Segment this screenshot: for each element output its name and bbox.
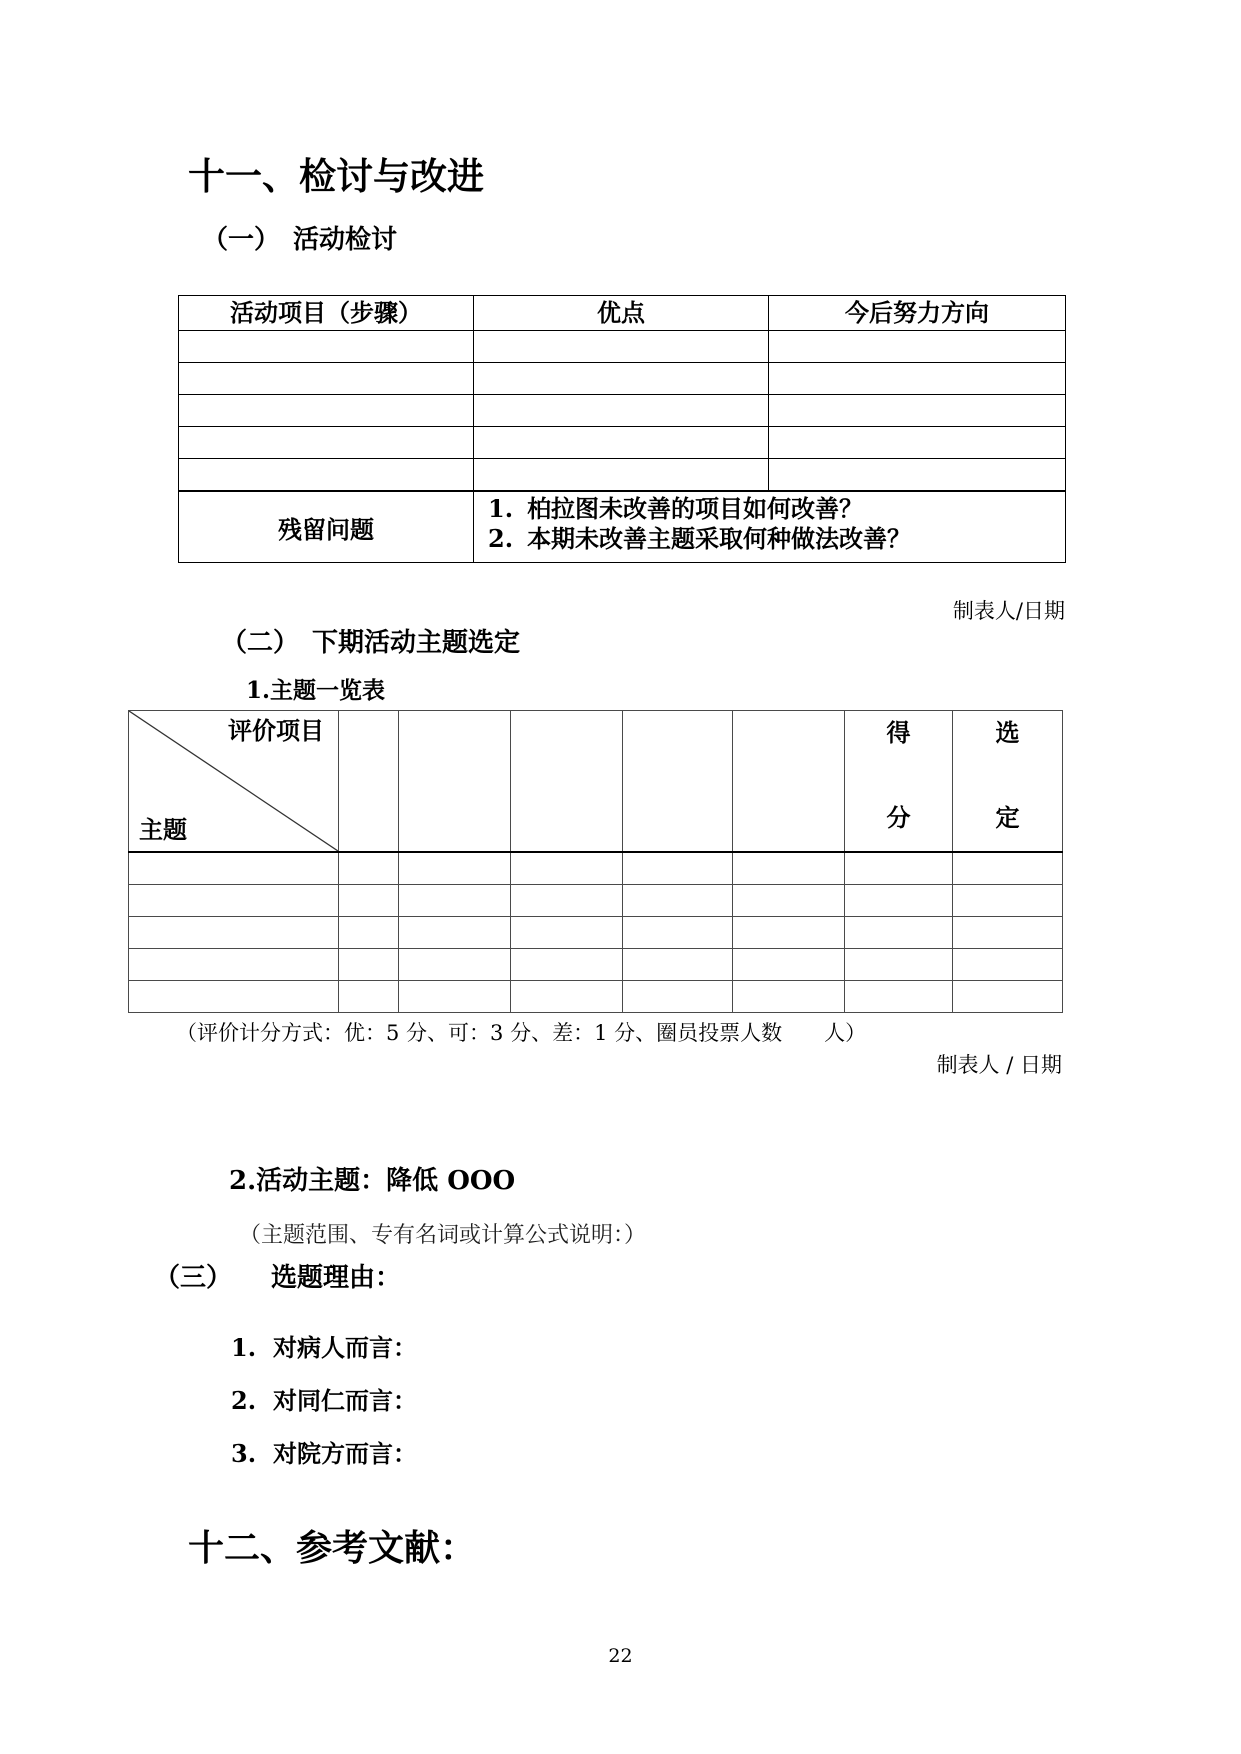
item-text: 对病人而言： bbox=[273, 1333, 417, 1362]
table-cell bbox=[399, 981, 511, 1013]
reason-colleagues bbox=[231, 1381, 417, 1416]
table-cell bbox=[129, 852, 339, 885]
table-row bbox=[179, 427, 1066, 459]
item-text: 对院方而言： bbox=[273, 1439, 417, 1468]
table-row bbox=[179, 395, 1066, 427]
table-cell bbox=[733, 917, 845, 949]
activity-review-table bbox=[178, 295, 1066, 563]
remaining-problems-items bbox=[474, 491, 1066, 563]
score-top-char: 得 bbox=[886, 718, 911, 747]
table-cell bbox=[339, 949, 399, 981]
t1-header-future-direction: 今后努力方向 bbox=[769, 296, 1066, 331]
table-cell bbox=[339, 852, 399, 885]
section-11-title: 十一、检讨与改进 bbox=[188, 154, 484, 198]
table-cell bbox=[399, 852, 511, 885]
remaining-problem-1 bbox=[488, 494, 1057, 524]
table-cell bbox=[474, 363, 769, 395]
table-cell bbox=[129, 917, 339, 949]
table-cell bbox=[511, 981, 623, 1013]
item-number: 2. bbox=[488, 524, 514, 553]
table-cell bbox=[845, 852, 953, 885]
table-cell bbox=[623, 981, 733, 1013]
table-cell bbox=[129, 949, 339, 981]
table-row bbox=[179, 331, 1066, 363]
table-cell bbox=[399, 885, 511, 917]
table-cell bbox=[399, 949, 511, 981]
reason-hospital bbox=[231, 1434, 417, 1469]
item-number: 2. bbox=[231, 1386, 257, 1415]
table-cell bbox=[179, 331, 474, 363]
table-cell bbox=[474, 331, 769, 363]
score-bottom-char: 分 bbox=[886, 803, 911, 833]
table-cell bbox=[623, 917, 733, 949]
empty-eval-column-header bbox=[399, 711, 511, 853]
remaining-problems-label: 残留问题 bbox=[179, 491, 474, 563]
subsection-1-title: （一） 活动检讨 bbox=[202, 225, 398, 255]
table-cell bbox=[179, 363, 474, 395]
item-text: 对同仁而言： bbox=[273, 1386, 417, 1415]
activity-topic-line: 2.活动主题：降低 OOO bbox=[229, 1166, 516, 1196]
table-row bbox=[129, 852, 1063, 885]
topic-scope-note: （主题范围、专有名词或计算公式说明：） bbox=[239, 1223, 647, 1248]
table-cell bbox=[474, 427, 769, 459]
table-row bbox=[129, 885, 1063, 917]
table-cell bbox=[511, 885, 623, 917]
table-cell bbox=[733, 885, 845, 917]
table-cell bbox=[623, 852, 733, 885]
table-cell bbox=[845, 917, 953, 949]
table-cell bbox=[845, 949, 953, 981]
table-row bbox=[129, 917, 1063, 949]
table-cell bbox=[339, 981, 399, 1013]
selected-top-char: 选 bbox=[995, 718, 1020, 747]
table-cell bbox=[179, 459, 474, 492]
table-cell bbox=[339, 885, 399, 917]
table2-header-row bbox=[129, 711, 1063, 853]
table-cell bbox=[845, 981, 953, 1013]
table-row bbox=[179, 459, 1066, 492]
section-12-title: 十二、参考文献： bbox=[188, 1527, 477, 1569]
item-text: 本期未改善主题采取何种做法改善？ bbox=[527, 524, 912, 553]
table-row bbox=[129, 981, 1063, 1013]
table-cell bbox=[769, 363, 1066, 395]
table-cell bbox=[623, 949, 733, 981]
table-cell bbox=[511, 917, 623, 949]
table-row bbox=[179, 363, 1066, 395]
table2-maker-date-label: 制表人 / 日期 bbox=[936, 1053, 1062, 1077]
reason-patients bbox=[231, 1328, 417, 1363]
page-number: 22 bbox=[608, 1645, 633, 1667]
table-cell bbox=[623, 885, 733, 917]
table-cell bbox=[399, 917, 511, 949]
table-cell bbox=[474, 459, 769, 492]
table-cell bbox=[769, 395, 1066, 427]
table-cell bbox=[769, 459, 1066, 492]
table-cell bbox=[953, 885, 1063, 917]
item-number: 1. bbox=[231, 1333, 257, 1362]
table-cell bbox=[769, 331, 1066, 363]
table-cell bbox=[129, 981, 339, 1013]
t1-header-advantages: 优点 bbox=[474, 296, 769, 331]
item-number: 3. bbox=[231, 1439, 257, 1468]
empty-eval-column-header bbox=[733, 711, 845, 853]
item-number: 1. bbox=[488, 494, 514, 523]
topic-list-caption: 1.主题一览表 bbox=[246, 677, 386, 704]
table-cell bbox=[953, 949, 1063, 981]
remaining-problems-row bbox=[179, 491, 1066, 563]
remaining-problem-2 bbox=[488, 524, 1057, 554]
table-cell bbox=[339, 917, 399, 949]
item-text: 柏拉图未改善的项目如何改善？ bbox=[527, 494, 864, 523]
subsection-3-title: （三） 选题理由： bbox=[154, 1263, 402, 1293]
table-header-row bbox=[179, 296, 1066, 331]
empty-eval-column-header bbox=[623, 711, 733, 853]
table-cell bbox=[845, 885, 953, 917]
table-cell bbox=[953, 917, 1063, 949]
selected-bottom-char: 定 bbox=[995, 803, 1020, 833]
table-cell bbox=[179, 427, 474, 459]
table-cell bbox=[511, 949, 623, 981]
selected-column-header bbox=[953, 711, 1063, 853]
table-cell bbox=[733, 981, 845, 1013]
score-column-header bbox=[845, 711, 953, 853]
table-cell bbox=[179, 395, 474, 427]
topic-selection-table bbox=[128, 710, 1063, 1013]
subsection-2-title: （二） 下期活动主题选定 bbox=[221, 628, 521, 658]
table1-maker-date-label: 制表人/日期 bbox=[952, 599, 1065, 623]
table-cell bbox=[129, 885, 339, 917]
table-cell bbox=[733, 949, 845, 981]
empty-eval-column-header bbox=[339, 711, 399, 853]
table-cell bbox=[733, 852, 845, 885]
table-cell bbox=[769, 427, 1066, 459]
diagonal-header-cell bbox=[129, 711, 339, 853]
table-cell bbox=[953, 981, 1063, 1013]
evaluation-items-label: 评价项目 bbox=[228, 716, 324, 745]
table-cell bbox=[953, 852, 1063, 885]
topic-label: 主题 bbox=[139, 815, 187, 845]
table-cell bbox=[511, 852, 623, 885]
empty-eval-column-header bbox=[511, 711, 623, 853]
table-cell bbox=[474, 395, 769, 427]
t1-header-activity-item: 活动项目（步骤） bbox=[179, 296, 474, 331]
scoring-method-note: （评价计分方式：优：5 分、可：3 分、差：1 分、圈员投票人数 人） bbox=[176, 1021, 867, 1045]
table-row bbox=[129, 949, 1063, 981]
